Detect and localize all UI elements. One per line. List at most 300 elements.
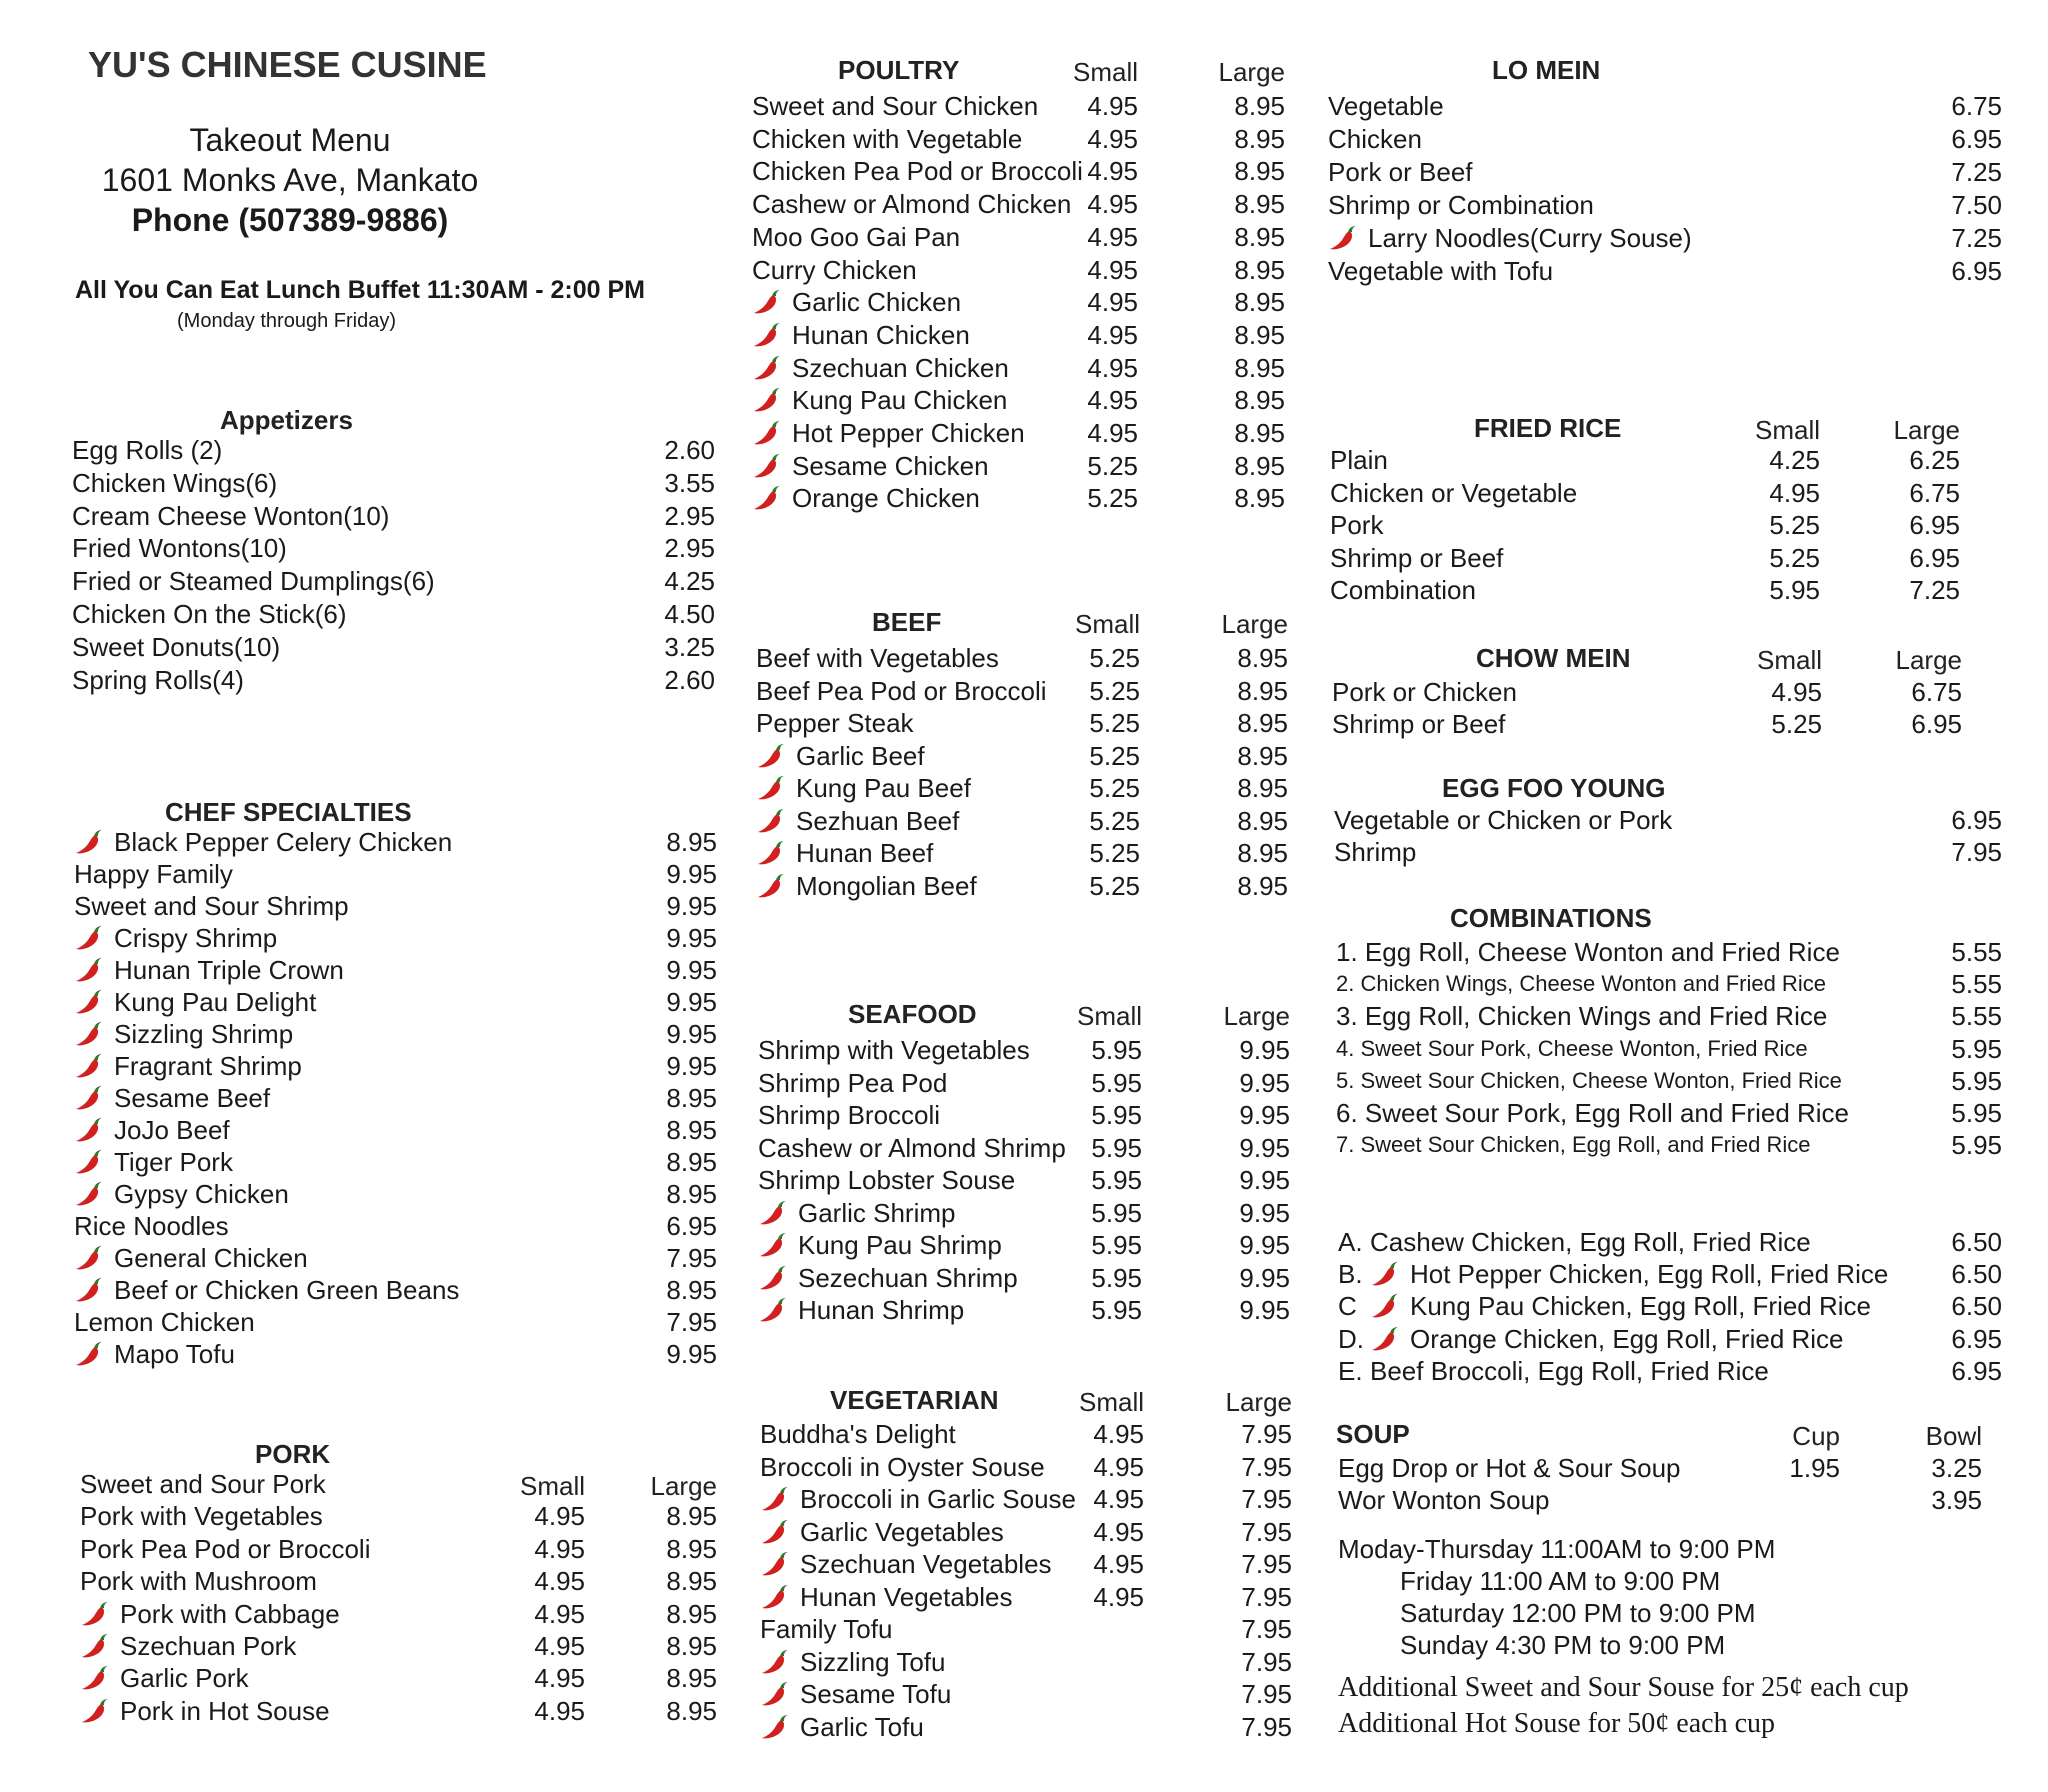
item-name	[760, 1418, 956, 1450]
price-small: 4.95	[1087, 91, 1138, 121]
item-name	[758, 1197, 955, 1229]
item-label: Rice Noodles	[74, 1211, 229, 1241]
chili-pepper-icon	[756, 772, 786, 804]
item-name	[1328, 123, 1422, 155]
item-label: Pepper Steak	[756, 708, 914, 738]
price-large: 7.25	[1951, 223, 2002, 253]
item-label: Shrimp with Vegetables	[758, 1035, 1030, 1065]
chili-pepper-icon	[752, 319, 782, 351]
price: 6.95	[1951, 1324, 2002, 1354]
price-large: 5.95	[1951, 1098, 2002, 1128]
combination-item	[0, 1000, 2048, 1032]
item-label: Szechuan Vegetables	[800, 1549, 1052, 1579]
price-large: 9.95	[666, 955, 717, 985]
combination-item	[0, 1323, 2048, 1355]
item-label: 4. Sweet Sour Pork, Cheese Wonton, Fried Rice	[1336, 1036, 1808, 1061]
menu-item	[0, 642, 2048, 674]
combination-letter: C	[1338, 1291, 1357, 1321]
item-name	[1330, 509, 1383, 541]
price-small: 4.95	[1087, 353, 1138, 383]
price-small: 5.25	[1089, 838, 1140, 868]
price-large: 7.95	[666, 1307, 717, 1337]
item-label: Curry Chicken	[752, 255, 917, 285]
price-large: 9.95	[666, 1019, 717, 1049]
combination-letter: E.	[1338, 1356, 1363, 1386]
large-column-header: Large	[1893, 415, 1960, 445]
price-large: 3.95	[1931, 1485, 1982, 1515]
item-label: Shrimp Broccoli	[758, 1100, 941, 1130]
item-label: Shrimp	[1334, 837, 1417, 867]
price-small: 5.25	[1089, 741, 1140, 771]
price-small: 4.95	[534, 1501, 585, 1531]
item-label: 1. Egg Roll, Cheese Wonton and Fried Rice	[1336, 937, 1840, 967]
item-label: Hunan Triple Crown	[114, 955, 344, 985]
price-large: 8.95	[666, 1147, 717, 1177]
item-name	[760, 1711, 924, 1743]
item-label: 6. Sweet Sour Pork, Egg Roll and Fried Rice	[1336, 1098, 1850, 1128]
chili-pepper-icon	[752, 286, 782, 318]
item-name	[1334, 836, 1416, 868]
item-label: Gypsy Chicken	[114, 1179, 289, 1209]
price-large: 7.50	[1951, 190, 2002, 220]
price-small: 5.95	[1091, 1263, 1142, 1293]
item-label: Shrimp or Beef	[1330, 543, 1504, 573]
item-label: Egg Drop or Hot & Sour Soup	[1338, 1453, 1681, 1483]
item-name	[756, 740, 925, 772]
price-large: 3.55	[664, 468, 715, 498]
small-column-header: Small	[1076, 1001, 1142, 1031]
small-column-header: Small	[1074, 609, 1140, 639]
item-name	[1336, 968, 1826, 1000]
small-column-header: Small	[1754, 415, 1820, 445]
item-label: Mapo Tofu	[114, 1339, 235, 1369]
price-large: 5.55	[1951, 969, 2002, 999]
price-large: 8.95	[1234, 451, 1285, 481]
price-large: 7.95	[1241, 1582, 1292, 1612]
price-large: 7.95	[1241, 1419, 1292, 1449]
item-label: Vegetable or Chicken or Pork	[1334, 805, 1673, 835]
price-small: 5.95	[1091, 1100, 1142, 1130]
price-small: 4.95	[1087, 320, 1138, 350]
price-large: 6.75	[1911, 677, 1962, 707]
item-label: Family Tofu	[760, 1614, 893, 1644]
chili-pepper-icon	[1370, 1258, 1400, 1290]
soup-title: SOUP	[1336, 1419, 1410, 1449]
menu-item	[0, 676, 2048, 708]
restaurant-name: YU'S CHINESE CUSINE	[88, 44, 487, 85]
price-large: 8.95	[1234, 353, 1285, 383]
price-large: 7.95	[666, 1243, 717, 1273]
item-label: Chicken On the Stick(6)	[72, 599, 347, 629]
menu-item	[0, 444, 2048, 476]
price-large: 8.95	[1234, 91, 1285, 121]
item-label: Cashew or Almond Shrimp	[758, 1133, 1066, 1163]
item-label: Tiger Pork	[114, 1147, 233, 1177]
item-label: Garlic Tofu	[800, 1712, 924, 1742]
item-label: Sweet and Sour Chicken	[752, 91, 1039, 121]
menu-item	[0, 286, 2048, 318]
price-small: 4.95	[534, 1566, 585, 1596]
price-large: 9.95	[666, 891, 717, 921]
item-name	[1336, 936, 1840, 968]
item-label: Shrimp Pea Pod	[758, 1068, 948, 1098]
menu-item	[0, 836, 2048, 868]
price-large: 2.95	[664, 533, 715, 563]
item-label: Fried or Steamed Dumplings(6)	[72, 566, 435, 596]
combination-item	[0, 1065, 2048, 1097]
section-title: VEGETARIAN	[830, 1385, 999, 1415]
item-name	[752, 352, 1009, 384]
menu-item	[0, 1197, 2048, 1229]
price-large: 6.25	[1909, 445, 1960, 475]
item-label: Hunan Vegetables	[800, 1582, 1013, 1612]
item-label: Larry Noodles(Curry Souse)	[1368, 223, 1692, 253]
price-small: 4.95	[1769, 478, 1820, 508]
item-label: Kung Pau Chicken	[792, 385, 1008, 415]
item-label: Spring Rolls(4)	[72, 665, 244, 695]
price-large: 8.95	[666, 1179, 717, 1209]
item-name	[1370, 1323, 1844, 1355]
price-small: 5.25	[1087, 483, 1138, 513]
menu-item	[0, 804, 2048, 836]
price-large: 6.95	[1951, 256, 2002, 286]
price-large: 6.75	[1909, 478, 1960, 508]
combination-letter: B.	[1338, 1259, 1363, 1289]
item-label: Moo Goo Gai Pan	[752, 222, 961, 252]
item-label: Sizzling Tofu	[800, 1647, 946, 1677]
note-hot-souse: Additional Hot Souse for 50¢ each cup	[1338, 1708, 1776, 1739]
price: 6.95	[1951, 1356, 2002, 1386]
price-large: 4.50	[664, 599, 715, 629]
item-name	[1370, 1355, 1769, 1387]
item-label: Sezechuan Shrimp	[798, 1263, 1018, 1293]
price-large: 8.95	[1237, 871, 1288, 901]
combination-letter: D.	[1338, 1324, 1364, 1354]
item-name	[1370, 1258, 1888, 1290]
item-label: Beef with Vegetables	[756, 643, 999, 673]
item-label: Egg Rolls (2)	[72, 435, 223, 465]
section-title: FRIED RICE	[1474, 413, 1622, 443]
section-title: PORK	[255, 1439, 331, 1469]
price-small: 5.25	[1089, 773, 1140, 803]
price-large: 9.95	[666, 859, 717, 889]
item-label: Pork with Cabbage	[120, 1599, 340, 1629]
phone: Phone (507389-9886)	[131, 202, 449, 238]
price-small: 5.25	[1089, 806, 1140, 836]
price-large: 7.95	[1241, 1647, 1292, 1677]
price-large: 8.95	[666, 1083, 717, 1113]
price-large: 5.55	[1951, 1001, 2002, 1031]
item-label: Lemon Chicken	[74, 1307, 255, 1337]
menu-item	[0, 1418, 2048, 1450]
chili-pepper-icon	[760, 1581, 790, 1613]
item-label: Szechuan Chicken	[792, 353, 1009, 383]
price-large: 8.95	[666, 1275, 717, 1305]
menu-item	[0, 384, 2048, 416]
item-label: Szechuan Pork	[120, 1631, 297, 1661]
price-large: 8.95	[1237, 838, 1288, 868]
item-name	[760, 1678, 951, 1710]
price-small: 4.95	[1093, 1582, 1144, 1612]
price-large: 8.95	[666, 1696, 717, 1726]
chili-pepper-icon	[760, 1678, 790, 1710]
chili-pepper-icon	[752, 384, 782, 416]
item-label: Plain	[1330, 445, 1388, 475]
price-small: 5.25	[1089, 643, 1140, 673]
menu-item	[0, 509, 2048, 541]
price-large: 3.25	[664, 632, 715, 662]
price-large: 8.95	[666, 1599, 717, 1629]
soup-item	[0, 1452, 2048, 1484]
item-label: Hunan Shrimp	[798, 1295, 965, 1325]
price-large: 8.95	[666, 1534, 717, 1564]
price-large: 6.95	[1909, 510, 1960, 540]
item-label: Beef Broccoli, Egg Roll, Fried Rice	[1370, 1356, 1769, 1386]
price-large: 9.95	[1239, 1165, 1290, 1195]
section-title: COMBINATIONS	[1450, 903, 1652, 933]
price-large: 8.95	[1234, 287, 1285, 317]
menu-item	[0, 156, 2048, 188]
item-label: Pork with Mushroom	[80, 1566, 317, 1596]
item-name	[1370, 1290, 1871, 1322]
price-large: 5.95	[1951, 1034, 2002, 1064]
large-column-header: Large	[1218, 57, 1285, 87]
soup-cup-header: Cup	[1792, 1421, 1840, 1451]
item-label: Chicken	[1328, 124, 1422, 154]
price-large: 5.95	[1951, 1130, 2002, 1160]
price-large: 7.95	[1241, 1549, 1292, 1579]
item-name	[1328, 156, 1473, 188]
item-name	[1328, 189, 1594, 221]
price-large: 2.95	[664, 501, 715, 531]
small-column-header: Small	[1078, 1387, 1144, 1417]
item-label: Pork in Hot Souse	[120, 1696, 330, 1726]
item-label: Garlic Vegetables	[800, 1517, 1004, 1547]
price-small: 5.95	[1091, 1230, 1142, 1260]
price-large: 8.95	[666, 1663, 717, 1693]
item-label: Chicken or Vegetable	[1330, 478, 1578, 508]
price-large: 9.95	[666, 987, 717, 1017]
price-large: 6.95	[1911, 709, 1962, 739]
price-large: 9.95	[1239, 1198, 1290, 1228]
item-name	[1332, 708, 1505, 740]
item-label: Hunan Beef	[796, 838, 934, 868]
price-small: 4.95	[1087, 189, 1138, 219]
item-label: Happy Family	[74, 859, 233, 889]
price-large: 7.25	[1909, 575, 1960, 605]
item-label: Beef or Chicken Green Beans	[114, 1275, 460, 1305]
item-name	[1336, 1033, 1808, 1065]
chili-pepper-icon	[760, 1548, 790, 1580]
item-label: Sweet Donuts(10)	[72, 632, 281, 662]
price-large: 8.95	[1237, 773, 1288, 803]
price: 6.50	[1951, 1227, 2002, 1257]
item-label: Shrimp Lobster Souse	[758, 1165, 1016, 1195]
chili-pepper-icon	[1370, 1323, 1400, 1355]
item-label: Vegetable with Tofu	[1328, 256, 1554, 286]
item-label: Pork or Beef	[1328, 157, 1473, 187]
chili-pepper-icon	[756, 870, 786, 902]
price-large: 7.95	[1241, 1517, 1292, 1547]
chili-pepper-icon	[1328, 222, 1358, 254]
item-label: Wor Wonton Soup	[1338, 1485, 1550, 1515]
price-small: 5.95	[1091, 1295, 1142, 1325]
item-label: Garlic Chicken	[792, 287, 962, 317]
item-name	[1336, 1065, 1842, 1097]
item-name	[1336, 1129, 1810, 1161]
combination-letter: A.	[1338, 1227, 1363, 1257]
combination-item	[0, 1097, 2048, 1129]
section-title: SEAFOOD	[848, 999, 977, 1029]
item-label: Vegetable	[1328, 91, 1444, 121]
price-small: 5.95	[1769, 575, 1820, 605]
price-large: 6.75	[1951, 91, 2002, 121]
price-small: 5.95	[1091, 1198, 1142, 1228]
menu-item	[0, 1164, 2048, 1196]
price-small: 5.25	[1089, 871, 1140, 901]
item-name	[1334, 804, 1672, 836]
item-name	[756, 870, 977, 902]
menu-item	[0, 708, 2048, 740]
large-column-header: Large	[650, 1471, 717, 1501]
item-label: Black Pepper Celery Chicken	[114, 827, 453, 857]
item-label: Garlic Pork	[120, 1663, 249, 1693]
small-column-header: Small	[1756, 645, 1822, 675]
item-label: Mongolian Beef	[796, 871, 977, 901]
price-small: 4.95	[1093, 1517, 1144, 1547]
item-label: Sizzling Shrimp	[114, 1019, 294, 1049]
combination-item	[0, 968, 2048, 1000]
menu-item	[0, 542, 2048, 574]
price-small: 5.25	[1771, 709, 1822, 739]
item-label: Kung Pau Delight	[114, 987, 317, 1017]
price-large: 9.95	[1239, 1263, 1290, 1293]
soup-bowl-header: Bowl	[1925, 1421, 1982, 1451]
price-large: 7.25	[1951, 157, 2002, 187]
item-label: Buddha's Delight	[760, 1419, 956, 1449]
price-large: 8.95	[666, 1501, 717, 1531]
item-name	[1328, 255, 1553, 287]
price-small: 4.95	[1087, 255, 1138, 285]
combination-item	[0, 1258, 2048, 1290]
price-large: 5.55	[1951, 937, 2002, 967]
price-small: 4.95	[534, 1696, 585, 1726]
item-label: Broccoli in Oyster Souse	[760, 1452, 1045, 1482]
price-small: 5.25	[1769, 510, 1820, 540]
item-label: Sesame Beef	[114, 1083, 271, 1113]
item-label: Hot Pepper Chicken, Egg Roll, Fried Rice	[1410, 1259, 1889, 1289]
item-name	[1330, 444, 1388, 476]
price-large: 5.95	[1951, 1066, 2002, 1096]
item-name	[760, 1548, 1052, 1580]
price-small: 4.95	[1093, 1549, 1144, 1579]
item-name	[1370, 1226, 1811, 1258]
price-large: 7.95	[1241, 1679, 1292, 1709]
item-label: Cashew or Almond Chicken	[752, 189, 1072, 219]
price-large: 9.95	[666, 923, 717, 953]
menu-item	[0, 352, 2048, 384]
item-name	[1338, 1452, 1681, 1484]
combination-item	[0, 1355, 2048, 1387]
item-label: Sweet and Sour Shrimp	[74, 891, 349, 921]
price-small: 5.25	[1087, 451, 1138, 481]
item-label: 5. Sweet Sour Chicken, Cheese Wonton, Fried Rice	[1336, 1068, 1842, 1093]
price-large: 7.95	[1951, 837, 2002, 867]
item-label: Sezhuan Beef	[796, 806, 960, 836]
item-label: Cream Cheese Wonton(10)	[72, 501, 390, 531]
buffet-info: All You Can Eat Lunch Buffet 11:30AM - 2:00 PM	[75, 276, 645, 304]
price-small: 4.95	[534, 1631, 585, 1661]
price-large: 9.95	[666, 1051, 717, 1081]
section-title: LO MEIN	[1492, 55, 1601, 85]
item-label: Fried Wontons(10)	[72, 533, 287, 563]
price-small: 4.95	[1087, 124, 1138, 154]
item-label: Crispy Shrimp	[114, 923, 278, 953]
item-label: 3. Egg Roll, Chicken Wings and Fried Rice	[1336, 1001, 1828, 1031]
item-name	[756, 772, 971, 804]
price-large: 4.25	[664, 566, 715, 596]
price-small: 5.25	[1769, 543, 1820, 573]
chili-pepper-icon	[756, 740, 786, 772]
combination-item	[0, 936, 2048, 968]
item-label: Hot Pepper Chicken	[792, 418, 1025, 448]
item-name	[760, 1516, 1004, 1548]
item-label: Shrimp or Beef	[1332, 709, 1506, 739]
price-large: 9.95	[1239, 1068, 1290, 1098]
price-large: 8.95	[666, 827, 717, 857]
price-small: 4.95	[1093, 1452, 1144, 1482]
small-column-header: Small	[1072, 57, 1138, 87]
price-small: 4.95	[1771, 677, 1822, 707]
item-label: Sesame Chicken	[792, 451, 989, 481]
hours-sunday: Sunday 4:30 PM to 9:00 PM	[1400, 1630, 1726, 1660]
item-label: 2. Chicken Wings, Cheese Wonton and Fried Rice	[1336, 971, 1826, 996]
price-large: 9.95	[666, 1339, 717, 1369]
item-label: Pork Pea Pod or Broccoli	[80, 1534, 371, 1564]
item-label: General Chicken	[114, 1243, 308, 1273]
price-small: 4.95	[1087, 156, 1138, 186]
price-small: 5.95	[1091, 1133, 1142, 1163]
price-large: 8.95	[1237, 741, 1288, 771]
item-label: Kung Pau Shrimp	[798, 1230, 1002, 1260]
price-small: 4.95	[1093, 1419, 1144, 1449]
buffet-days: (Monday through Friday)	[177, 310, 396, 332]
price-large: 8.95	[1234, 222, 1285, 252]
item-label: Kung Pau Beef	[796, 773, 971, 803]
item-label: Fragrant Shrimp	[114, 1051, 302, 1081]
price-small: 4.25	[1769, 445, 1820, 475]
price-large: 7.95	[1241, 1712, 1292, 1742]
item-label: Beef Pea Pod or Broccoli	[756, 676, 1047, 706]
item-name	[1330, 542, 1503, 574]
price-large: 6.95	[1951, 124, 2002, 154]
item-label: Combination	[1330, 575, 1476, 605]
chili-pepper-icon	[760, 1711, 790, 1743]
item-name	[1332, 676, 1517, 708]
item-name	[1338, 1484, 1550, 1516]
large-column-header: Large	[1895, 645, 1962, 675]
large-column-header: Large	[1225, 1387, 1292, 1417]
item-name	[752, 286, 961, 318]
price-large: 6.95	[1951, 805, 2002, 835]
large-column-header: Large	[1221, 609, 1288, 639]
price-large: 9.95	[1239, 1035, 1290, 1065]
combination-item	[0, 1226, 2048, 1258]
section-title: BEEF	[872, 607, 942, 637]
price-large: 9.95	[1239, 1100, 1290, 1130]
chili-pepper-icon	[758, 1197, 788, 1229]
price-large: 8.95	[1237, 676, 1288, 706]
